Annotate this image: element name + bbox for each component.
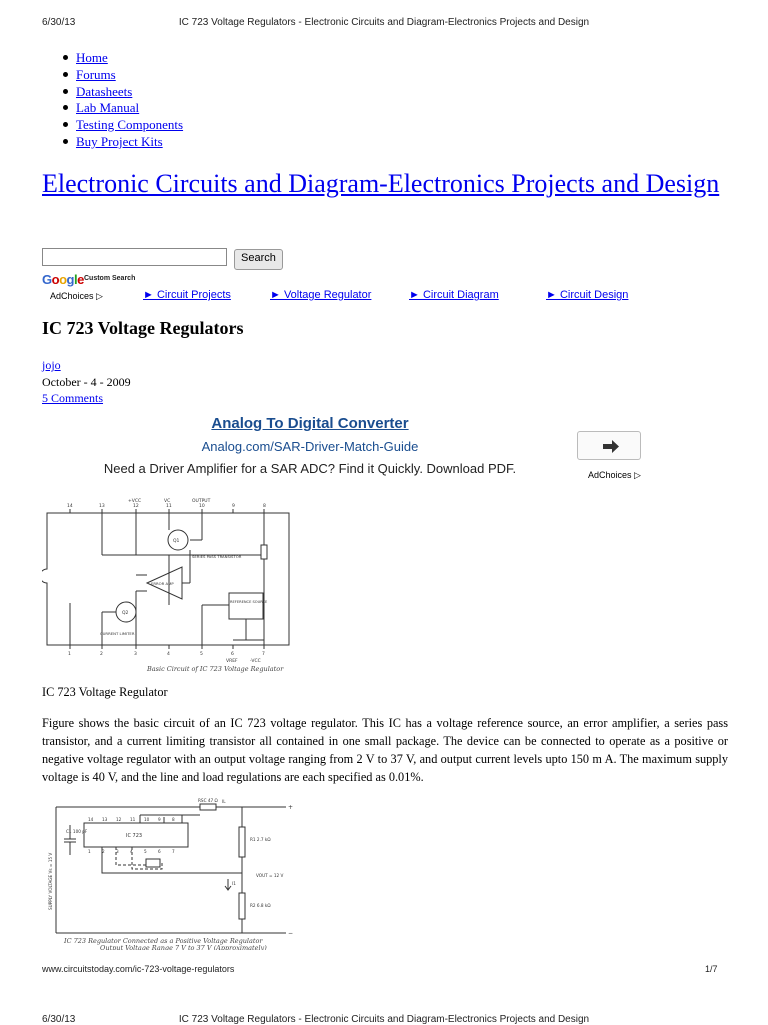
fig2-pin-bottom-4: 4 <box>130 849 133 854</box>
fig2-pin-bottom-2: 2 <box>102 849 105 854</box>
nav-item-testing-components[interactable] <box>60 117 183 134</box>
fig1-pin-top-7: 8 <box>263 504 266 509</box>
figure-basic-circuit <box>42 495 294 675</box>
fig1-pin-bottom-3: 3 <box>134 652 137 657</box>
fig1-label-output: OUTPUT <box>192 499 211 504</box>
fig2-il-label: IL <box>222 799 226 804</box>
fig2-caption-2: Output Voltage Range 7 V to 37 V (Approximately) <box>100 944 267 950</box>
fig2-pin-top-4: 11 <box>130 817 136 822</box>
adchoices-icon: ▷ <box>96 291 103 301</box>
fig2-chip-label: IC 723 <box>126 833 143 839</box>
ad-headline-text: Analog To Digital Converter <box>211 415 409 432</box>
site-title-link[interactable]: Electronic Circuits and Diagram-Electronics Projects and Design <box>42 169 720 198</box>
ad-url[interactable]: Analog.com/SAR-Driver-Match-Guide <box>201 439 419 454</box>
fig1-pin-top-5: 10 <box>199 504 205 509</box>
nav-link-forums[interactable]: Forums <box>76 66 116 82</box>
nav-item-datasheets[interactable] <box>60 84 183 101</box>
figure1-label: IC 723 Voltage Regulator <box>42 685 168 699</box>
fig2-i1-label: I1 <box>232 881 236 886</box>
fig2-pin-top-5: 10 <box>144 817 150 822</box>
nav-item-lab-manual[interactable] <box>60 100 183 117</box>
next-page-title: IC 723 Voltage Regulators - Electronic Circuits and Diagram-Electronics Projects and Design <box>178 1014 590 1025</box>
arrow-right-icon <box>578 432 642 461</box>
top-nav <box>60 50 183 151</box>
fig1-pin-bottom-2: 2 <box>100 652 103 657</box>
nav-item-home[interactable] <box>60 50 183 67</box>
fig2-pin-top-2: 13 <box>102 817 108 822</box>
fig2-pin-bottom-7: 7 <box>172 849 175 854</box>
fig1-pin-top-3: 12 <box>133 504 139 509</box>
post-date: October - 4 - 2009 <box>42 375 131 389</box>
fig1-pin-bottom-7: 7 <box>262 652 265 657</box>
fig2-pin-bottom-5: 5 <box>144 849 147 854</box>
fig1-label-vref: VREF <box>226 659 238 664</box>
post-author-link[interactable]: jojo <box>42 358 61 372</box>
nav-link-buy-project-kits[interactable]: Buy Project Kits <box>76 133 163 149</box>
fig2-rsc-label: RSC 47 Ω <box>198 798 218 803</box>
google-logo: Google <box>42 272 84 287</box>
adchoices-label[interactable] <box>50 291 103 302</box>
positive-regulator-diagram <box>42 795 300 950</box>
post-title: IC 723 Voltage Regulators <box>42 318 244 338</box>
fig1-label-reference: REFERENCE SOURCE <box>230 600 268 604</box>
ad-link-circuit-diagram[interactable]: ► Circuit Diagram <box>409 289 499 301</box>
nav-link-datasheets[interactable]: Datasheets <box>76 83 133 99</box>
fig1-pin-top-6: 9 <box>232 504 235 509</box>
footer-page: 1/7 <box>705 964 718 974</box>
ad-arrow-button[interactable] <box>577 431 641 460</box>
fig1-pin-bottom-1: 1 <box>68 652 71 657</box>
ad-headline-link[interactable] <box>0 415 620 432</box>
fig2-plus: + <box>288 804 294 811</box>
nav-item-forums[interactable] <box>60 67 183 84</box>
fig2-pin-top-7: 8 <box>172 817 175 822</box>
ad-link-circuit-design[interactable]: ► Circuit Design <box>546 289 629 301</box>
fig2-pin-top-3: 12 <box>116 817 122 822</box>
fig1-label-q2: Q2 <box>122 611 129 616</box>
fig2-pin-bottom-6: 6 <box>158 849 161 854</box>
fig2-supply-label: SUPPLY VOLTAGE Vs = 15 V <box>48 852 53 910</box>
fig1-pin-top-2: 13 <box>99 504 105 509</box>
fig1-label-vcc: +VCC <box>128 499 142 504</box>
fig2-pin-top-6: 9 <box>158 817 161 822</box>
fig1-label-q1: Q1 <box>173 539 180 544</box>
nav-link-lab-manual[interactable]: Lab Manual <box>76 100 140 116</box>
fig1-pin-top-1: 14 <box>67 504 73 509</box>
search-button[interactable]: Search <box>234 249 283 270</box>
fig1-label-error: ERROR AMP <box>151 581 174 586</box>
fig1-pin-bottom-6: 6 <box>231 652 234 657</box>
fig2-r2-label: R2 6.8 kΩ <box>250 903 271 908</box>
fig1-label-series: SERIES PASS TRANSISTOR <box>192 554 242 559</box>
fig2-pin-bottom-1: 1 <box>88 849 91 854</box>
figure-positive-regulator <box>42 795 300 950</box>
fig1-label-vee: -VCC <box>250 659 261 664</box>
search-input[interactable] <box>42 248 227 266</box>
fig2-caption-1: IC 723 Regulator Connected as a Positive Voltage Regulator <box>64 937 263 945</box>
fig1-pin-top-4: 11 <box>166 504 172 509</box>
nav-link-home[interactable]: Home <box>76 50 108 65</box>
article-paragraph: Figure shows the basic circuit of an IC 723 voltage regulator. This IC has a voltage reference source, an error amplifier, a series pass transistor, and a current limiting transistor all contained in one small package. The device can be connected to operate as a positive or negative voltage regulator with an output voltage ranging from 2 V to 37 V, and output current levels upto 150 m A. The maximum supply voltage is 40 V, and the line and load regulations are each specified as 0.01%. <box>42 716 728 784</box>
footer-url: www.circuitstoday.com/ic-723-voltage-regulators <box>42 964 235 974</box>
fig1-label-current: CURRENT LIMITER <box>100 631 135 636</box>
nav-item-buy-project-kits[interactable] <box>60 134 183 151</box>
ad-adchoices[interactable] <box>588 470 641 481</box>
fig2-minus: − <box>288 930 294 937</box>
ad-adchoices-text: AdChoices <box>588 470 632 480</box>
fig1-caption: Basic Circuit of IC 723 Voltage Regulator <box>147 665 284 673</box>
fig1-pin-bottom-5: 5 <box>200 652 203 657</box>
ad-text: Need a Driver Amplifier for a SAR ADC? Find it Quickly. Download PDF. <box>103 461 517 476</box>
fig2-pin-bottom-3: 3 <box>116 849 119 854</box>
fig2-r1-label: R1 2.7 kΩ <box>250 837 271 842</box>
fig2-pin-top-1: 14 <box>88 817 94 822</box>
fig2-vout-label: VOUT = 12 V <box>256 873 284 878</box>
fig1-label-vc: VC <box>164 499 171 504</box>
ad-link-voltage-regulator[interactable]: ► Voltage Regulator <box>270 289 372 301</box>
post-comments-link[interactable]: 5 Comments <box>42 391 104 405</box>
next-page-date: 6/30/13 <box>42 1014 76 1025</box>
print-page-title: IC 723 Voltage Regulators - Electronic Circuits and Diagram-Electronics Projects and Design <box>178 17 590 28</box>
print-date: 6/30/13 <box>42 17 76 28</box>
custom-search-label: Custom Search <box>84 275 136 282</box>
basic-circuit-diagram <box>42 495 294 675</box>
adchoices-text: AdChoices <box>50 291 94 301</box>
ad-adchoices-icon: ▷ <box>634 470 641 480</box>
ad-link-circuit-projects[interactable]: ► Circuit Projects <box>143 289 231 301</box>
fig1-pin-bottom-4: 4 <box>167 652 170 657</box>
nav-link-testing-components[interactable]: Testing Components <box>76 117 184 133</box>
fig2-c1-label: C1 100 pF <box>66 829 88 834</box>
